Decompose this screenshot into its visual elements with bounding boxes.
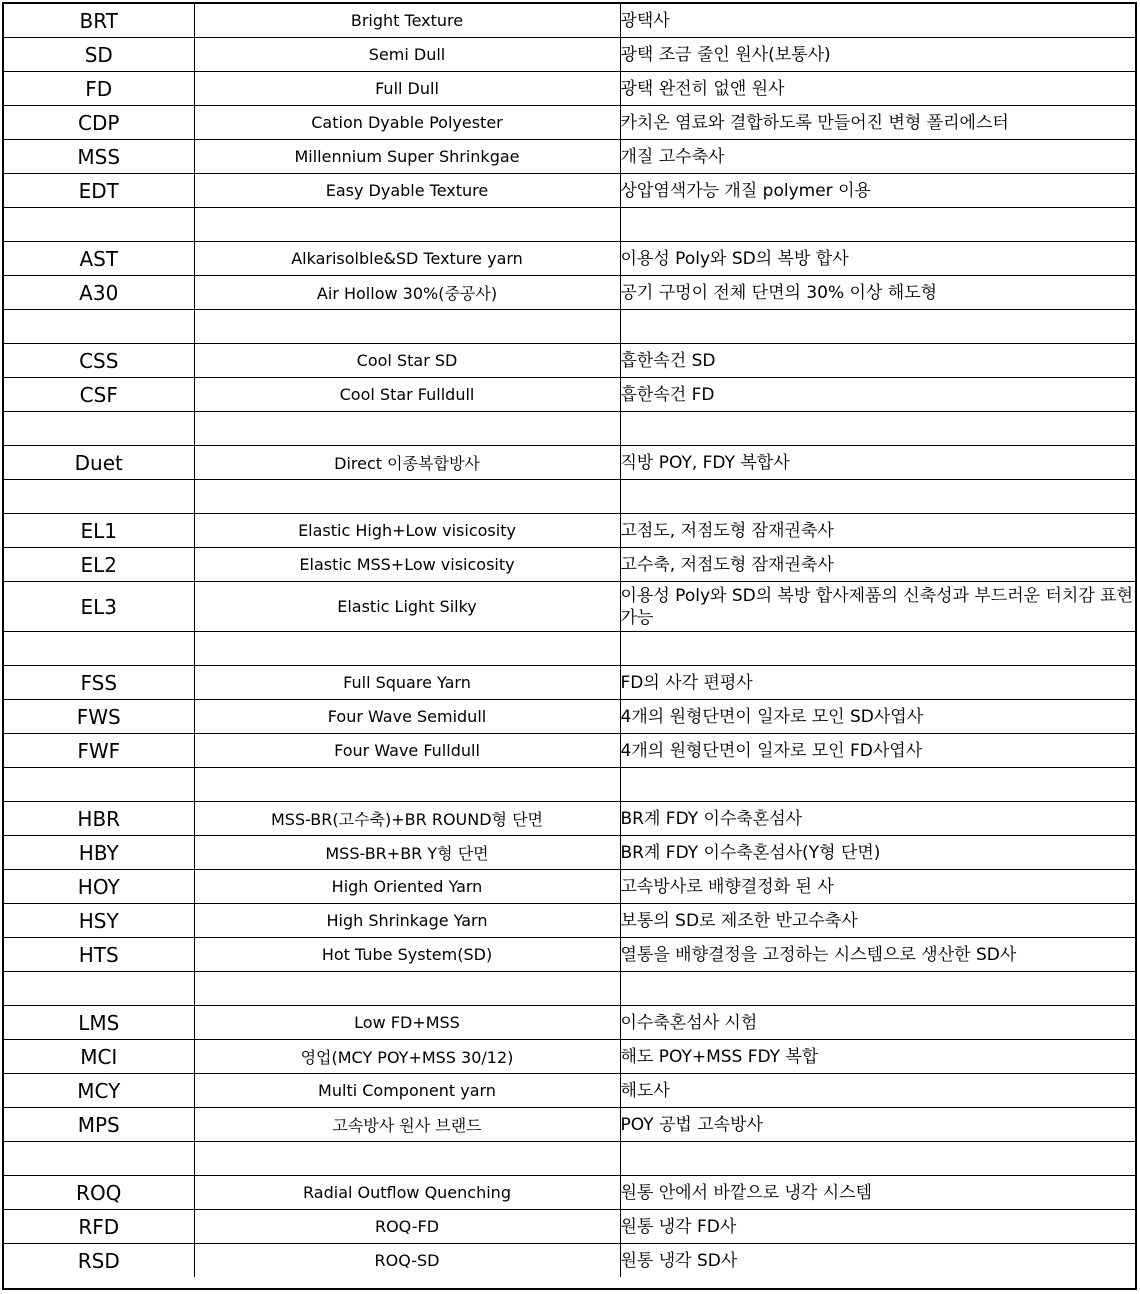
code-cell: EDT (4, 174, 194, 208)
description-cell (620, 208, 1135, 242)
description-cell: POY 공법 고속방사 (620, 1108, 1135, 1142)
description-cell (620, 412, 1135, 446)
table-row (4, 734, 1135, 768)
table-row (4, 174, 1135, 208)
description-cell: FD의 사각 편평사 (620, 666, 1135, 700)
description-cell (620, 310, 1135, 344)
name-cell: Alkarisolble&SD Texture yarn (194, 242, 620, 276)
name-cell (194, 972, 620, 1006)
name-cell: Full Dull (194, 72, 620, 106)
code-cell (4, 412, 194, 446)
description-cell: 상압염색가능 개질 polymer 이용 (620, 174, 1135, 208)
code-cell: EL3 (4, 582, 194, 632)
name-cell: Elastic Light Silky (194, 582, 620, 632)
code-cell: RSD (4, 1244, 194, 1278)
spacer-row (4, 208, 1135, 242)
description-cell: 4개의 원형단면이 일자로 모인 SD사엽사 (620, 700, 1135, 734)
description-cell: 열통을 배향결정을 고정하는 시스템으로 생산한 SD사 (620, 938, 1135, 972)
name-cell: Four Wave Semidull (194, 700, 620, 734)
table-row (4, 140, 1135, 174)
table-row (4, 72, 1135, 106)
code-cell: SD (4, 38, 194, 72)
name-cell: Radial Outflow Quenching (194, 1176, 620, 1210)
name-cell: Hot Tube System(SD) (194, 938, 620, 972)
spacer-row (4, 972, 1135, 1006)
table-row (4, 802, 1135, 836)
code-cell: MCY (4, 1074, 194, 1108)
code-cell: HOY (4, 870, 194, 904)
description-cell: 카치온 염료와 결합하도록 만들어진 변형 폴리에스터 (620, 106, 1135, 140)
code-cell: ROQ (4, 1176, 194, 1210)
code-cell: CDP (4, 106, 194, 140)
table-row (4, 870, 1135, 904)
code-cell: MSS (4, 140, 194, 174)
description-cell: 고점도, 저점도형 잠재권축사 (620, 514, 1135, 548)
table-row (4, 1108, 1135, 1142)
code-cell: LMS (4, 1006, 194, 1040)
code-cell: MCI (4, 1040, 194, 1074)
description-cell: 이용성 Poly와 SD의 복방 합사 (620, 242, 1135, 276)
code-cell (4, 632, 194, 666)
code-cell: MPS (4, 1108, 194, 1142)
description-cell: BR계 FDY 이수축혼섬사 (620, 802, 1135, 836)
name-cell: Easy Dyable Texture (194, 174, 620, 208)
name-cell: 영업(MCY POY+MSS 30/12) (194, 1040, 620, 1074)
table-row (4, 344, 1135, 378)
code-cell: CSS (4, 344, 194, 378)
name-cell: 고속방사 원사 브랜드 (194, 1108, 620, 1142)
description-cell: 개질 고수축사 (620, 140, 1135, 174)
spacer-row (4, 768, 1135, 802)
table-row (4, 106, 1135, 140)
description-cell: 흡한속건 SD (620, 344, 1135, 378)
code-table-sheet (2, 2, 1137, 1290)
name-cell: Bright Texture (194, 4, 620, 38)
name-cell (194, 768, 620, 802)
table-row (4, 1244, 1135, 1278)
code-cell (4, 480, 194, 514)
name-cell: Direct 이종복합방사 (194, 446, 620, 480)
code-cell: A30 (4, 276, 194, 310)
code-table (4, 4, 1135, 1277)
description-cell: 해도사 (620, 1074, 1135, 1108)
name-cell: Multi Component yarn (194, 1074, 620, 1108)
name-cell (194, 208, 620, 242)
spacer-row (4, 310, 1135, 344)
table-row (4, 38, 1135, 72)
description-cell (620, 632, 1135, 666)
name-cell: Air Hollow 30%(중공사) (194, 276, 620, 310)
table-row (4, 1006, 1135, 1040)
code-cell: FSS (4, 666, 194, 700)
code-cell: Duet (4, 446, 194, 480)
description-cell: 직방 POY, FDY 복합사 (620, 446, 1135, 480)
table-row (4, 938, 1135, 972)
code-cell: CSF (4, 378, 194, 412)
table-row (4, 242, 1135, 276)
code-cell: HTS (4, 938, 194, 972)
name-cell (194, 480, 620, 514)
table-row (4, 1210, 1135, 1244)
table-row (4, 548, 1135, 582)
description-cell: 광택 조금 줄인 원사(보통사) (620, 38, 1135, 72)
code-cell: FD (4, 72, 194, 106)
name-cell: Elastic MSS+Low visicosity (194, 548, 620, 582)
name-cell: Low FD+MSS (194, 1006, 620, 1040)
table-row (4, 1074, 1135, 1108)
description-cell: 원통 냉각 SD사 (620, 1250, 738, 1271)
name-cell: High Shrinkage Yarn (194, 904, 620, 938)
code-cell: HBY (4, 836, 194, 870)
table-row (4, 446, 1135, 480)
code-cell: EL1 (4, 514, 194, 548)
description-cell: 원통 안에서 바깥으로 냉각 시스템 (620, 1176, 1135, 1210)
description-cell (620, 972, 1135, 1006)
code-cell: FWF (4, 734, 194, 768)
name-cell: MSS-BR(고수축)+BR ROUND형 단면 (194, 802, 620, 836)
table-row (4, 4, 1135, 38)
name-cell (194, 310, 620, 344)
description-cell: 공기 구멍이 전체 단면의 30% 이상 해도형 (620, 276, 1135, 310)
description-cell: 이수축혼섬사 시험 (620, 1006, 1135, 1040)
spacer-row (4, 412, 1135, 446)
table-row (4, 514, 1135, 548)
description-cell (620, 1142, 1135, 1176)
table-row (4, 276, 1135, 310)
name-cell: Semi Dull (194, 38, 620, 72)
spacer-row (4, 1142, 1135, 1176)
name-cell: Full Square Yarn (194, 666, 620, 700)
code-cell: BRT (4, 4, 194, 38)
name-cell: High Oriented Yarn (194, 870, 620, 904)
name-cell: Cool Star Fulldull (194, 378, 620, 412)
name-cell: ROQ-FD (194, 1210, 620, 1244)
name-cell (194, 1142, 620, 1176)
table-row (4, 378, 1135, 412)
spacer-row (4, 632, 1135, 666)
spacer-row (4, 480, 1135, 514)
table-row (4, 1176, 1135, 1210)
description-cell: 이용성 Poly와 SD의 복방 합사제품의 신축성과 부드러운 터치감 표현가능 (620, 582, 1135, 632)
code-cell (4, 1142, 194, 1176)
name-cell: Four Wave Fulldull (194, 734, 620, 768)
name-cell: Cation Dyable Polyester (194, 106, 620, 140)
name-cell: Elastic High+Low visicosity (194, 514, 620, 548)
description-cell: BR계 FDY 이수축혼섬사(Y형 단면) (620, 836, 1135, 870)
table-row (4, 700, 1135, 734)
table-row (4, 666, 1135, 700)
code-cell (4, 208, 194, 242)
name-cell: MSS-BR+BR Y형 단면 (194, 836, 620, 870)
code-cell: AST (4, 242, 194, 276)
description-cell: 보통의 SD로 제조한 반고수축사 (620, 904, 1135, 938)
name-cell (194, 632, 620, 666)
code-cell: EL2 (4, 548, 194, 582)
name-cell: ROQ-SD (194, 1244, 620, 1278)
description-cell: 광택사 (620, 4, 1135, 38)
name-cell: Millennium Super Shrinkgae (194, 140, 620, 174)
code-cell (4, 310, 194, 344)
table-row (4, 582, 1135, 632)
table-row (4, 836, 1135, 870)
name-cell (194, 412, 620, 446)
code-cell: HSY (4, 904, 194, 938)
description-cell: 해도 POY+MSS FDY 복합 (620, 1040, 1135, 1074)
code-cell (4, 768, 194, 802)
description-cell: 흡한속건 FD (620, 378, 1135, 412)
code-table-body (4, 4, 1135, 1277)
table-row (4, 904, 1135, 938)
code-cell: RFD (4, 1210, 194, 1244)
description-cell (620, 480, 1135, 514)
description-cell: 고수축, 저점도형 잠재권축사 (620, 548, 1135, 582)
description-cell: 4개의 원형단면이 일자로 모인 FD사엽사 (620, 734, 1135, 768)
code-cell: FWS (4, 700, 194, 734)
code-cell (4, 972, 194, 1006)
description-cell: 고속방사로 배향결정화 된 사 (620, 870, 1135, 904)
description-cell: 광택 완전히 없앤 원사 (620, 72, 1135, 106)
table-row (4, 1040, 1135, 1074)
description-cell: 원통 냉각 FD사 (620, 1210, 1135, 1244)
description-cell (620, 768, 1135, 802)
name-cell: Cool Star SD (194, 344, 620, 378)
code-cell: HBR (4, 802, 194, 836)
